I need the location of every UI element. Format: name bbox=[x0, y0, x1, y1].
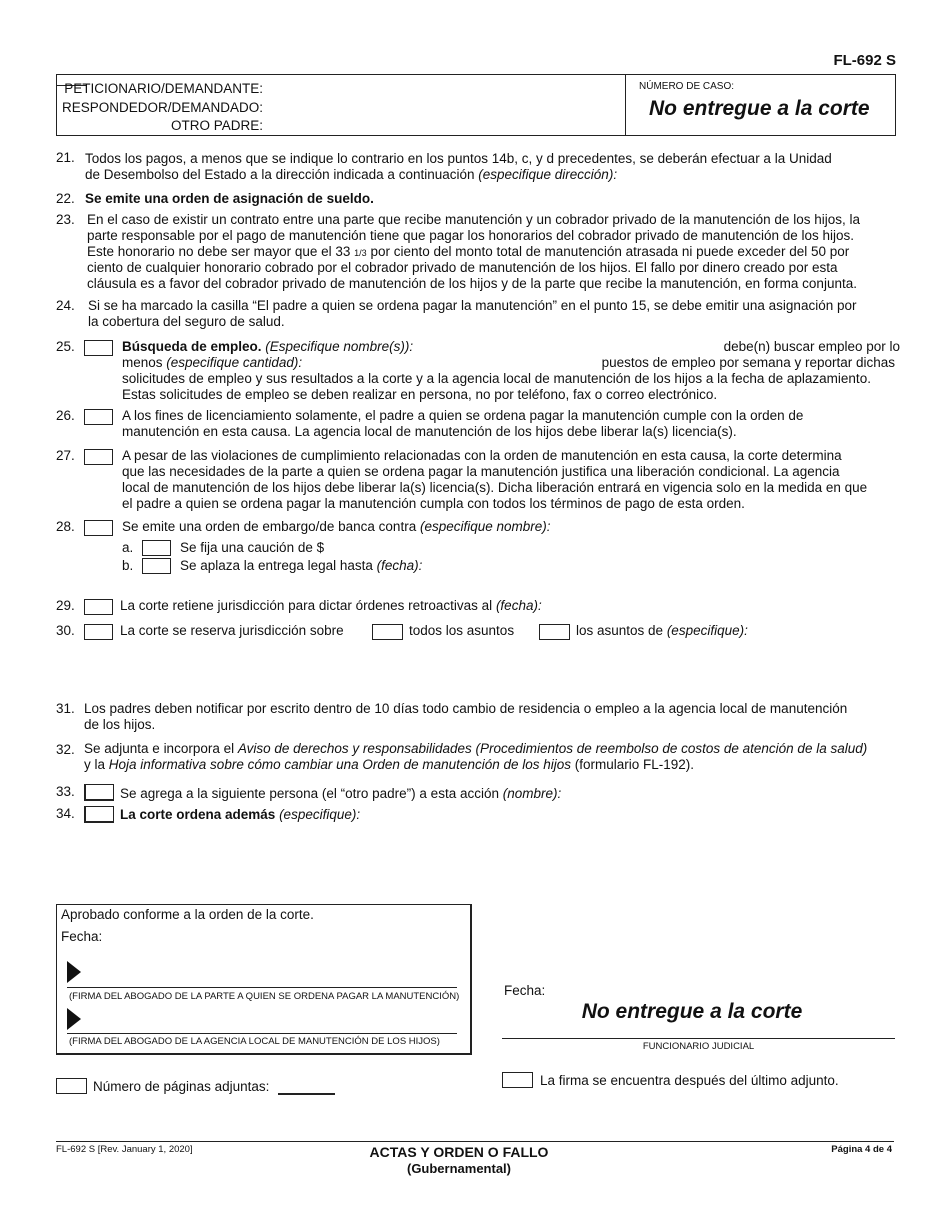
signature-after-label: La firma se encuentra después del último adjunto. bbox=[540, 1073, 839, 1088]
item-30-all-label: todos los asuntos bbox=[409, 623, 515, 638]
judicial-officer-label: FUNCIONARIO JUDICIAL bbox=[642, 1041, 755, 1052]
item-28-checkbox[interactable] bbox=[84, 520, 113, 536]
attachments-checkbox[interactable] bbox=[56, 1078, 87, 1094]
petitioner-label: PETICIONARIO/DEMANDANTE: bbox=[64, 81, 263, 96]
item-29-text: La corte retiene jurisdicción para dictar órdenes retroactivas al (fecha): bbox=[120, 598, 542, 613]
item-27-number: 27. bbox=[56, 448, 75, 463]
item-26-line1: A los fines de licenciamiento solamente, el padre a quien se ordena pagar la manutención cumple con la orden de bbox=[122, 408, 804, 423]
item-28b-label: b. bbox=[122, 558, 134, 573]
item-24-number: 24. bbox=[56, 298, 75, 313]
item-31-line2: de los hijos. bbox=[84, 717, 156, 732]
item-32-line1: Se adjunta e incorpora el Aviso de derechos y responsabilidades (Procedimientos de reembolso de costos de atención de la salud) bbox=[84, 741, 868, 756]
item-28a-text: Se fija una caución de $ bbox=[180, 540, 325, 555]
item-31-line1: Los padres deben notificar por escrito dentro de 10 días todo cambio de residencia o empleo a la agencia local de manutención bbox=[84, 701, 848, 716]
item-25-number: 25. bbox=[56, 339, 75, 354]
item-25-line3: solicitudes de empleo y sus resultados a la corte y a la agencia local de manutención de los hijos a la fecha de aplazamiento. bbox=[122, 371, 871, 386]
item-34-number: 34. bbox=[56, 806, 75, 821]
item-22-number: 22. bbox=[56, 191, 75, 206]
item-32-number: 32. bbox=[56, 742, 75, 757]
item-25-checkbox[interactable] bbox=[84, 340, 113, 356]
item-30-specific-checkbox[interactable] bbox=[539, 624, 570, 640]
item-23-line5: cláusula es a favor del cobrador privado de manutención de los hijos y de la parte que recibe la manutención, en forma conjunta. bbox=[87, 276, 857, 291]
item-26-checkbox[interactable] bbox=[84, 409, 113, 425]
item-31-number: 31. bbox=[56, 701, 75, 716]
item-23-line3: Este honorario no debe ser mayor que el 33 1/3 por ciento del monto total de manutención atrasada ni puede exceder del 50 por bbox=[87, 244, 850, 259]
item-33-text: Se agrega a la siguiente persona (el “otro padre”) a esta acción (nombre): bbox=[120, 786, 562, 801]
item-28-number: 28. bbox=[56, 519, 75, 534]
item-23-line4: ciento de cualquier honorario cobrado por el cobrador privado de manutención de los hijos. El fallo por dinero creado por esta bbox=[87, 260, 838, 275]
item-34-text: La corte ordena además (especifique): bbox=[120, 807, 361, 822]
item-25-line2: menos (especifique cantidad): bbox=[122, 355, 303, 370]
caption-divider bbox=[625, 75, 626, 135]
item-21-line1: Todos los pagos, a menos que se indique lo contrario en los puntos 14b, c, y d precedentes, se deberán efectuar a la Unidad bbox=[85, 151, 832, 166]
item-30-all-checkbox[interactable] bbox=[372, 624, 403, 640]
case-number-label: NÚMERO DE CASO: bbox=[639, 81, 735, 92]
signature-2-caption: (FIRMA DEL ABOGADO DE LA AGENCIA LOCAL DE MANUTENCIÓN DE LOS HIJOS) bbox=[69, 1036, 440, 1047]
item-21-number: 21. bbox=[56, 150, 75, 165]
item-22-text: Se emite una orden de asignación de sueldo. bbox=[85, 191, 374, 206]
judicial-signature-line[interactable] bbox=[502, 1038, 895, 1039]
case-number-value: No entregue a la corte bbox=[649, 97, 870, 120]
footer-title: ACTAS Y ORDEN O FALLO bbox=[369, 1144, 549, 1160]
judicial-signature-value: No entregue a la corte bbox=[581, 1000, 803, 1023]
approval-title: Aprobado conforme a la orden de la corte. bbox=[61, 907, 314, 922]
footer-rule bbox=[56, 1141, 894, 1142]
attachments-label: Número de páginas adjuntas: bbox=[93, 1079, 270, 1094]
item-33-number: 33. bbox=[56, 784, 75, 799]
attachments-count-field[interactable] bbox=[278, 1093, 335, 1095]
item-28-line1: Se emite una orden de embargo/de banca contra (especifique nombre): bbox=[122, 519, 551, 534]
item-32-line2: y la Hoja informativa sobre cómo cambiar una Orden de manutención de los hijos (formulario FL-192). bbox=[84, 757, 695, 772]
other-parent-label: OTRO PADRE: bbox=[170, 118, 263, 133]
item-28b-checkbox[interactable] bbox=[142, 558, 171, 574]
approval-box bbox=[56, 904, 472, 1055]
judicial-date-label: Fecha: bbox=[504, 983, 546, 998]
item-30-specific-label: los asuntos de (especifique): bbox=[576, 623, 748, 638]
signature-after-checkbox[interactable] bbox=[502, 1072, 533, 1088]
item-26-line2: manutención en esta causa. La agencia local de manutención de los hijos debe liberar la(s) licencia(s). bbox=[122, 424, 737, 439]
footer-revision: FL-692 S [Rev. January 1, 2020] bbox=[56, 1144, 193, 1155]
caption-box bbox=[56, 74, 896, 136]
item-27-checkbox[interactable] bbox=[84, 449, 113, 465]
item-24-line1: Si se ha marcado la casilla “El padre a quien se ordena pagar la manutención” en el punto 15, se debe emitir una asignación por bbox=[88, 298, 857, 313]
item-25-line1: Búsqueda de empleo. (Especifique nombre(s)): bbox=[122, 339, 414, 354]
item-25-line2-right: puestos de empleo por semana y reportar dichas bbox=[601, 355, 895, 370]
item-23-number: 23. bbox=[56, 212, 75, 227]
item-25-line1-right: debe(n) buscar empleo por lo bbox=[723, 339, 900, 354]
sign-here-arrow-icon bbox=[67, 961, 81, 983]
item-23-line1: En el caso de existir un contrato entre una parte que recibe manutención y un cobrador privado de la manutención de los hijos, la bbox=[87, 212, 860, 227]
item-28a-checkbox[interactable] bbox=[142, 540, 171, 556]
item-33-checkbox[interactable] bbox=[84, 784, 114, 801]
item-30-number: 30. bbox=[56, 623, 75, 638]
sign-here-arrow-icon bbox=[67, 1008, 81, 1030]
signature-1-caption: (FIRMA DEL ABOGADO DE LA PARTE A QUIEN SE ORDENA PAGAR LA MANUTENCIÓN) bbox=[69, 991, 460, 1002]
item-25-line4: Estas solicitudes de empleo se deben realizar en persona, no por teléfono, fax o correo electrónico. bbox=[122, 387, 718, 402]
item-27-line4: el padre a quien se ordena pagar la manutención cumpla con todos los términos de pago de esta orden. bbox=[122, 496, 745, 511]
item-24-line2: la cobertura del seguro de salud. bbox=[88, 314, 285, 329]
item-28a-label: a. bbox=[122, 540, 134, 555]
item-23-line2: parte responsable por el pago de manutención tiene que pagar los honorarios del cobrador privado de manutención de los hijos. bbox=[87, 228, 855, 243]
item-34-checkbox[interactable] bbox=[84, 806, 114, 823]
item-21-line2: de Desembolso del Estado a la dirección indicada a continuación (especifique dirección): bbox=[85, 167, 618, 182]
respondent-label: RESPONDEDOR/DEMANDADO: bbox=[61, 100, 263, 115]
item-27-line2: que las necesidades de la parte a quien se ordena pagar la manutención justifica una liberación condicional. La agencia bbox=[122, 464, 840, 479]
form-id: FL-692 S bbox=[833, 52, 896, 69]
approval-date-label: Fecha: bbox=[61, 929, 103, 944]
item-26-number: 26. bbox=[56, 408, 75, 423]
item-30-text: La corte se reserva jurisdicción sobre bbox=[120, 623, 344, 638]
item-27-line3: local de manutención de los hijos debe liberar la(s) licencia(s). Dicha liberación entrará en vigencia solo en la medida en que bbox=[122, 480, 868, 495]
item-28b-text: Se aplaza la entrega legal hasta (fecha): bbox=[180, 558, 423, 573]
footer-page: Página 4 de 4 bbox=[831, 1144, 892, 1155]
footer-subtitle: (Gubernamental) bbox=[406, 1161, 511, 1176]
item-27-line1: A pesar de las violaciones de cumplimiento relacionadas con la orden de manutención en esta causa, la corte determina bbox=[122, 448, 842, 463]
item-29-number: 29. bbox=[56, 598, 75, 613]
item-29-checkbox[interactable] bbox=[84, 599, 113, 615]
signature-line-2[interactable] bbox=[67, 1033, 457, 1034]
signature-line-1[interactable] bbox=[67, 987, 457, 988]
item-30-checkbox[interactable] bbox=[84, 624, 113, 640]
